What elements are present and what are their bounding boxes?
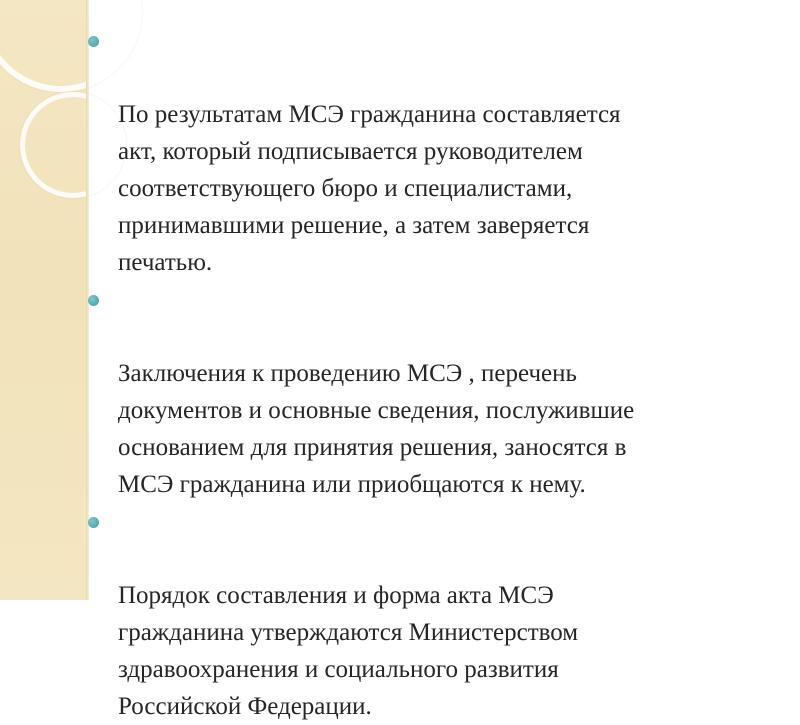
- bullet-dot-icon: [88, 36, 99, 47]
- bullet-dot-icon: [88, 295, 99, 306]
- bullet-dot-icon: [88, 517, 99, 528]
- bullet-text-3: Порядок составления и форма акта МСЭ гражданина утверждаются Министерством здравоохранения и социального развития Российской Федерации.: [118, 582, 579, 720]
- bullet-text-2: Заключения к проведению МСЭ , перечень документов и основные сведения, послужившие основанием для принятия решения, заносятся в МСЭ гражданина или приобщаются к нему.: [118, 360, 635, 498]
- bullet-text-1: По результатам МСЭ гражданина составляется акт, который подписывается руководителем соответствующего бюро и специалистами, принимавшими решение, а затем заверяется печатью.: [118, 101, 621, 276]
- bullet-item-2: [84, 281, 784, 503]
- slide-content: [84, 22, 784, 725]
- bullet-item-1: [84, 22, 784, 281]
- bullet-item-3: [84, 503, 784, 725]
- decorative-side-panel: [0, 0, 86, 600]
